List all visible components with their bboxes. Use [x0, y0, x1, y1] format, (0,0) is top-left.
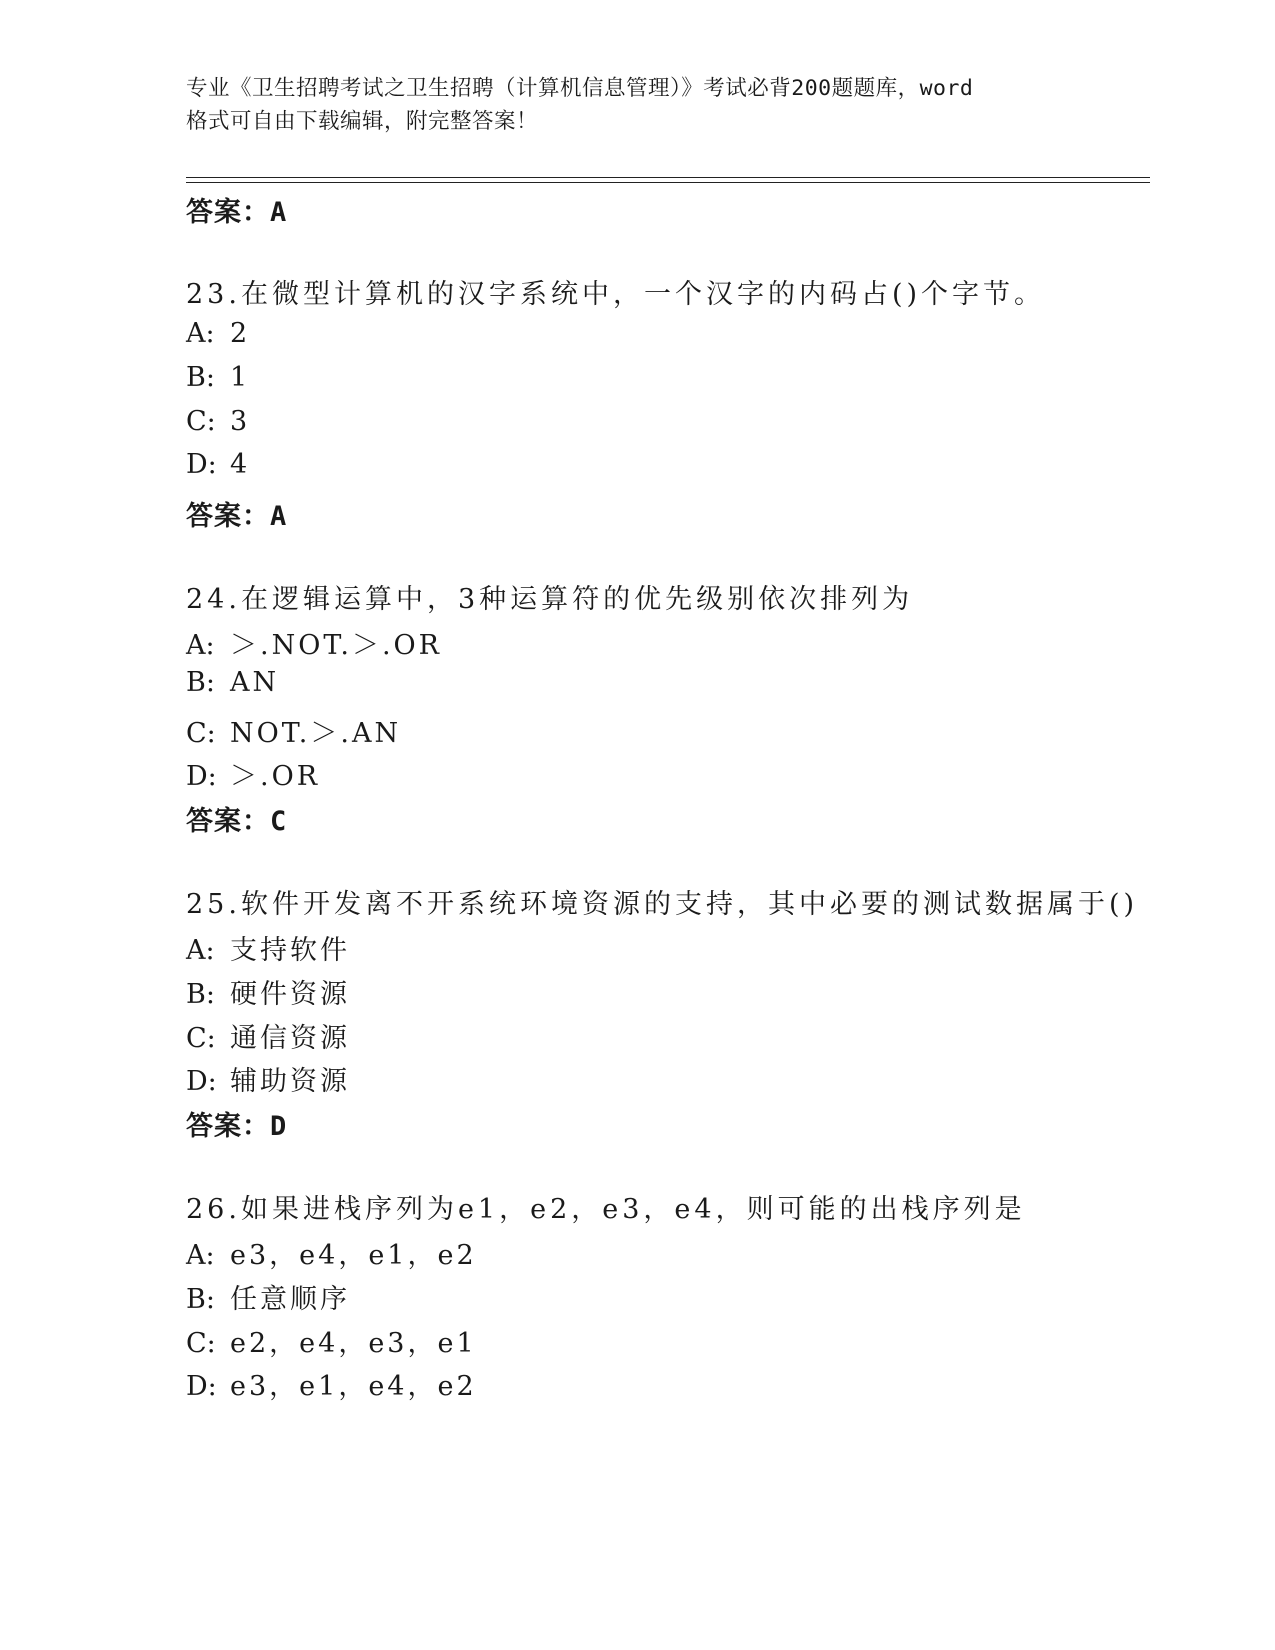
- option-label: D:: [186, 761, 217, 792]
- option-c: [186, 406, 250, 437]
- option-d: [186, 1364, 477, 1403]
- option-b: [186, 667, 279, 698]
- option-label: A:: [186, 318, 215, 349]
- option-c: [186, 1016, 350, 1055]
- option-a: [186, 623, 442, 662]
- option-text: 支持软件: [230, 935, 350, 966]
- question-text: 23.在微型计算机的汉字系统中，一个汉字的内码占()个字节。: [186, 279, 1046, 310]
- option-label: B:: [186, 362, 215, 393]
- option-text: 1: [230, 362, 251, 393]
- option-label: A:: [186, 1240, 215, 1271]
- option-b: [186, 972, 350, 1011]
- option-text: AN: [230, 667, 280, 698]
- option-d: [186, 449, 250, 480]
- option-label: B:: [186, 1284, 215, 1315]
- option-text: 辅助资源: [230, 1066, 350, 1097]
- option-d: [186, 754, 320, 793]
- option-label: D:: [186, 1371, 217, 1402]
- option-label: C:: [186, 1328, 216, 1359]
- option-a: [186, 928, 350, 967]
- header-divider-bottom: [186, 182, 1150, 183]
- option-label: C:: [186, 718, 216, 749]
- option-label: B:: [186, 979, 215, 1010]
- option-text: 通信资源: [230, 1023, 350, 1054]
- option-label: A:: [186, 630, 215, 661]
- option-label: D:: [186, 449, 217, 480]
- option-text: NOT.＞.AN: [230, 718, 402, 749]
- option-text: 2: [230, 318, 251, 349]
- option-label: D:: [186, 1066, 217, 1097]
- option-c: [186, 1321, 477, 1360]
- answer-line: 答案：D: [186, 1111, 288, 1142]
- option-text: e2，e4，e3，e1: [230, 1328, 477, 1359]
- option-text: 3: [230, 406, 251, 437]
- option-text: 硬件资源: [230, 979, 350, 1010]
- option-label: A:: [186, 935, 215, 966]
- question-text: 24.在逻辑运算中，3种运算符的优先级别依次排列为: [186, 584, 914, 615]
- option-text: ＞.NOT.＞.OR: [230, 630, 443, 661]
- document-header: [186, 72, 1086, 138]
- answer-line: 答案：A: [186, 501, 288, 532]
- option-text: 4: [230, 449, 251, 480]
- option-label: B:: [186, 667, 215, 698]
- option-c: [186, 711, 401, 750]
- option-text: ＞.OR: [230, 761, 321, 792]
- option-text: e3，e4，e1，e2: [230, 1240, 477, 1271]
- answer-line: 答案：C: [186, 806, 288, 837]
- question-text: 26.如果进栈序列为e1，e2，e3，e4，则可能的出栈序列是: [186, 1194, 1026, 1225]
- option-label: C:: [186, 1023, 216, 1054]
- option-text: 任意顺序: [230, 1284, 350, 1315]
- header-divider-top: [186, 177, 1150, 178]
- option-a: [186, 318, 250, 349]
- option-b: [186, 1277, 350, 1316]
- question-text: 25.软件开发离不开系统环境资源的支持，其中必要的测试数据属于(): [186, 889, 1139, 920]
- option-text: e3，e1，e4，e2: [230, 1371, 477, 1402]
- option-b: [186, 362, 250, 393]
- option-d: [186, 1059, 350, 1098]
- header-title-line-2: 格式可自由下载编辑，附完整答案！: [186, 109, 539, 134]
- answer-line: 答案：A: [186, 197, 288, 228]
- option-a: [186, 1233, 477, 1272]
- option-label: C:: [186, 406, 216, 437]
- header-title-line-1: 专业《卫生招聘考试之卫生招聘（计算机信息管理）》考试必背200题题库，word: [186, 76, 974, 101]
